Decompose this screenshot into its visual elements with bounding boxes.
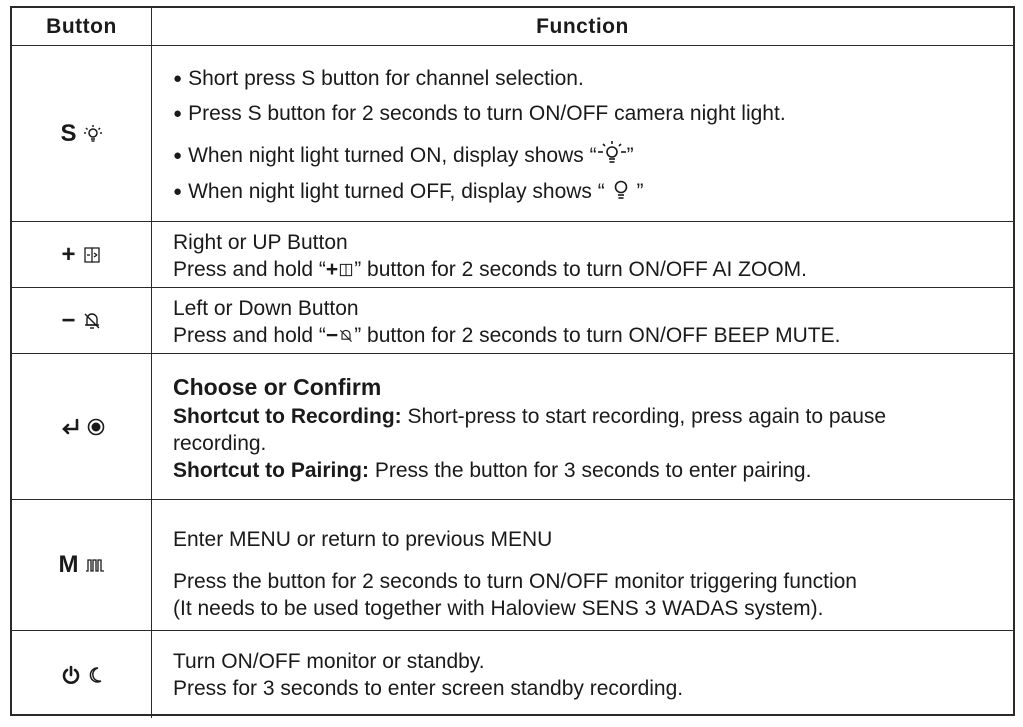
minus-line-1: Left or Down Button <box>173 297 359 320</box>
moon-icon <box>87 666 103 684</box>
button-power-symbol <box>61 665 103 685</box>
table-row <box>12 288 1013 354</box>
button-enter-symbol <box>59 417 105 437</box>
plus-inline-symbol: + <box>325 258 339 281</box>
table-row <box>12 500 1013 631</box>
pairing-label: Shortcut to Pairing: <box>173 459 369 482</box>
button-power-cell <box>12 631 152 718</box>
enter-arrow-icon <box>59 417 81 437</box>
minus-line-2b: ” button for 2 seconds to turn ON/OFF BEEP MUTE. <box>354 324 841 347</box>
power-icon <box>61 665 81 685</box>
enter-recording-line <box>173 403 886 430</box>
zoom-icon <box>82 245 102 265</box>
trigger-signal-icon <box>85 557 105 573</box>
mute-bell-icon <box>338 327 354 345</box>
button-minus-function <box>152 288 1013 353</box>
power-line-2: Press for 3 seconds to enter screen standby recording. <box>173 677 684 700</box>
quote-close: ” <box>626 144 634 167</box>
night-light-on-icon <box>597 139 627 165</box>
minus-inline-symbol: − <box>325 324 339 347</box>
button-minus-symbol <box>61 307 101 335</box>
button-enter-function <box>152 354 1013 499</box>
m-key-label: M <box>58 551 79 578</box>
recording-text-2: recording. <box>173 432 267 455</box>
m-line-1: Enter MENU or return to previous MENU <box>173 528 553 551</box>
night-light-icon <box>83 124 103 144</box>
button-s-symbol <box>60 120 102 148</box>
night-off-text: When night light turned OFF, display shows <box>188 180 592 203</box>
plus-line-2 <box>173 256 807 283</box>
night-on-text: When night light turned ON, display shows <box>188 144 584 167</box>
minus-line-2a: Press and hold “ <box>173 324 326 347</box>
table-row <box>12 631 1013 718</box>
minus-line-2 <box>173 322 840 349</box>
button-s-function <box>152 46 1013 221</box>
mute-bell-icon <box>82 311 102 331</box>
button-plus-symbol <box>61 241 101 269</box>
list-item: ● Short press S button for channel selection. <box>173 65 584 94</box>
plus-line-2b: ” button for 2 seconds to turn ON/OFF AI ZOOM. <box>354 258 808 281</box>
button-minus-cell <box>12 288 152 353</box>
list-item: ● Press S button for 2 seconds to turn ON/OFF camera night light. <box>173 100 786 129</box>
button-s-cell <box>12 46 152 221</box>
recording-text: Short-press to start recording, press again to pause <box>401 405 887 428</box>
button-enter-cell <box>12 354 152 499</box>
table-header <box>12 8 1013 46</box>
plus-line-1: Right or UP Button <box>173 231 348 254</box>
night-light-off-icon <box>611 177 631 201</box>
plus-key-label: + <box>61 240 76 268</box>
m-line-2: Press the button for 2 seconds to turn ON/OFF monitor triggering function <box>173 570 857 593</box>
record-icon <box>87 418 105 436</box>
pairing-text: Press the button for 3 seconds to enter pairing. <box>369 459 812 482</box>
button-m-symbol <box>59 551 105 579</box>
enter-pairing-line <box>173 457 811 484</box>
button-m-cell <box>12 500 152 630</box>
power-line-1: Turn ON/OFF monitor or standby. <box>173 650 485 673</box>
zoom-icon <box>338 261 354 279</box>
button-function-table <box>10 6 1015 716</box>
quote-open: “ <box>597 180 605 203</box>
list-item <box>173 177 643 207</box>
button-power-function <box>152 631 1013 718</box>
button-plus-cell <box>12 222 152 287</box>
quote-open: “ <box>589 144 597 167</box>
button-plus-function <box>152 222 1013 287</box>
table-row <box>12 222 1013 288</box>
s-key-label: S <box>60 119 77 147</box>
table-row <box>12 354 1013 500</box>
header-function: Function <box>536 15 629 38</box>
enter-title: Choose or Confirm <box>173 374 382 400</box>
header-button: Button <box>12 8 152 45</box>
minus-key-label: − <box>61 306 76 334</box>
m-line-3: (It needs to be used together with Haloview SENS 3 WADAS system). <box>173 597 824 620</box>
quote-close: ” <box>636 180 644 203</box>
recording-label: Shortcut to Recording: <box>173 405 402 428</box>
list-item <box>173 139 634 171</box>
plus-line-2a: Press and hold “ <box>173 258 326 281</box>
table-row <box>12 46 1013 222</box>
button-m-function <box>152 500 1013 630</box>
